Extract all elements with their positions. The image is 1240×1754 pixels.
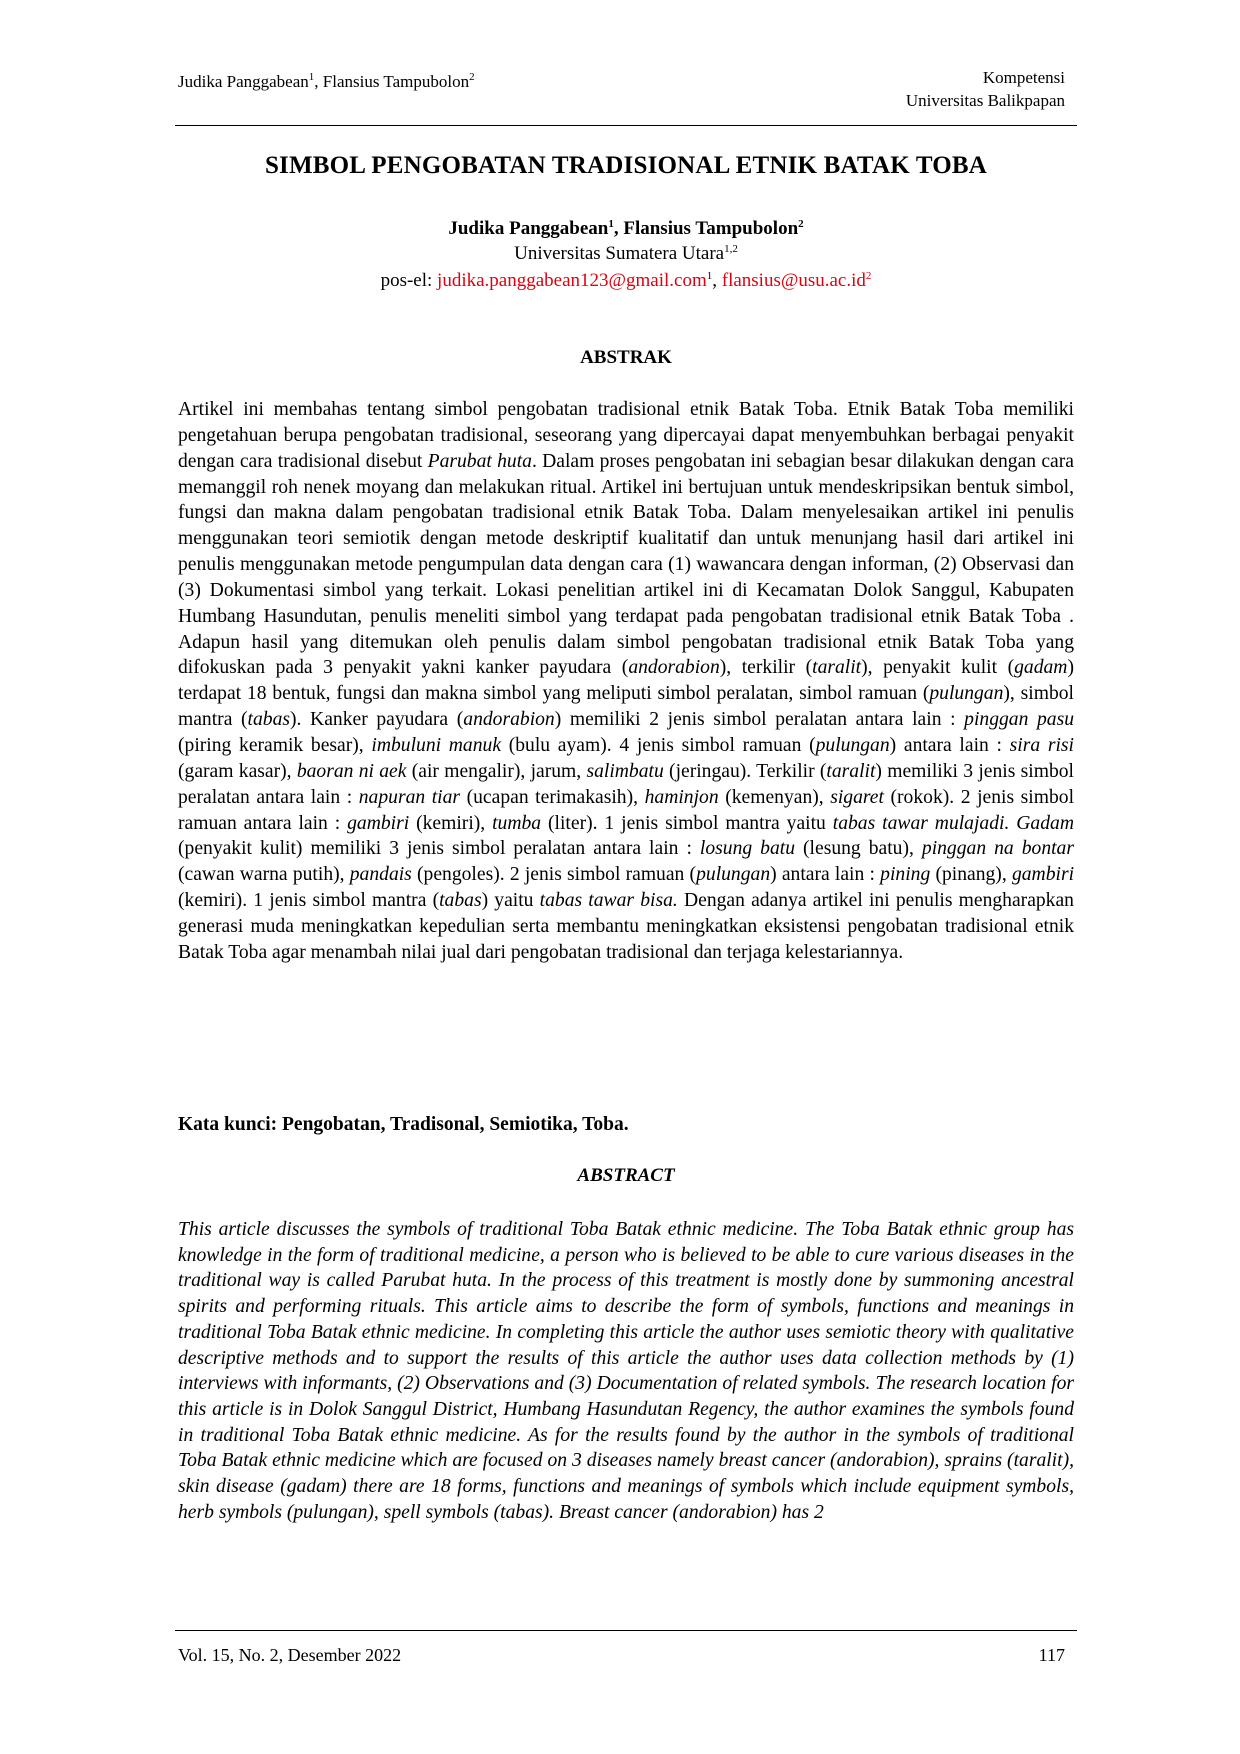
text-run: ) antara lain : <box>889 734 1010 756</box>
footer-divider <box>175 1630 1077 1631</box>
author-emails: pos-el: judika.panggabean123@gmail.com$^1$, $flansius@usu.ac.id^2$ <box>380 270 872 291</box>
text-run: Dengan adanya artikel ini penulis mengharapkan generasi muda meningkatkan kepedulian serta membantu meningkatkan eksistensi pengobatan tradisional etnik Batak Toba agar menambah nilai jual dari pengobatan tradisional dan terjaga kelestariannya. <box>178 890 1074 963</box>
running-header-journal <box>906 66 1065 112</box>
italic-term: pulungan <box>696 864 771 886</box>
text-run: ), penyakit kulit ( <box>861 657 1015 679</box>
text-run: (air mengalir), jarum, <box>406 760 587 782</box>
email-link-1[interactable]: judika.panggabean123@gmail.com <box>437 270 707 291</box>
italic-term: andorabion <box>628 657 720 679</box>
page-number: 117 <box>1038 1645 1065 1665</box>
text-run: ) memiliki 2 jenis simbol peralatan antara lain : <box>554 709 965 731</box>
italic-term: sira risi <box>1009 734 1075 756</box>
italic-term: tabas <box>439 890 482 912</box>
text-run: (jeringau). Terkilir ( <box>663 760 827 782</box>
italic-term: pulungan <box>815 734 890 756</box>
text-run: (garam kasar), <box>178 760 297 782</box>
text-run: ) antara lain : <box>770 864 881 886</box>
italic-term: baoran ni aek <box>296 760 407 782</box>
keywords: Kata kunci: Pengobatan, Tradisonal, Semiotika, Toba. <box>178 1114 629 1135</box>
italic-term: tumba <box>492 812 542 834</box>
italic-term: imbuluni manuk <box>371 734 502 756</box>
text-run: ) terdapat 18 bentuk, fungsi dan makna simbol yang meliputi simbol peralatan, simbol ramuan ( <box>178 657 1074 705</box>
italic-term: taralit <box>826 760 876 782</box>
italic-term: napuran tiar <box>358 786 461 808</box>
text-run: (lesung batu), <box>795 838 922 860</box>
italic-term: Parubat huta <box>427 450 532 472</box>
text-run: (rokok). 2 jenis simbol ramuan antara lain : <box>178 786 1075 834</box>
italic-term: gambiri <box>1011 864 1075 886</box>
abstract-heading: ABSTRACT <box>577 1165 675 1186</box>
italic-term: pining <box>880 864 931 886</box>
text-run: (ucapan terimakasih), <box>460 786 645 808</box>
italic-term: losung batu <box>699 838 796 860</box>
italic-term: pulungan <box>929 683 1004 705</box>
italic-term: tabas tawar mulajadi. Gadam <box>832 812 1074 834</box>
text-run: (pengoles). 2 jenis simbol ramuan ( <box>411 864 697 886</box>
italic-term: haminjon <box>644 786 719 808</box>
text-run: (kemiri). 1 jenis simbol mantra ( <box>178 890 440 912</box>
abstrak-body <box>178 397 1074 966</box>
text-run: (kemiri), <box>409 812 493 834</box>
journal-name: Kompetensi <box>982 68 1065 87</box>
text-run: (piring keramik besar), <box>178 734 372 756</box>
text-run: (liter). 1 jenis simbol mantra yaitu <box>541 812 833 834</box>
italic-term: sigaret <box>830 786 884 808</box>
italic-term: tabas <box>247 709 291 731</box>
text-run: ), simbol mantra ( <box>178 683 1074 731</box>
text-run: (cawan warna putih), <box>178 864 350 886</box>
text-run: ) memiliki 3 jenis simbol peralatan antara lain : <box>178 760 1074 808</box>
text-run: ), terkilir ( <box>719 657 813 679</box>
text-run: (penyakit kulit) memiliki 3 jenis simbol peralatan antara lain : <box>178 838 700 860</box>
author-affiliation: Universitas Sumatera Utara$^{1,2}$ <box>514 243 738 264</box>
italic-term: gambiri <box>347 812 410 834</box>
text-run: ) yaitu <box>481 890 540 912</box>
italic-term: pinggan na bontar <box>921 838 1074 860</box>
italic-term: tabas tawar bisa. <box>539 890 678 912</box>
text-run: (pinang), <box>930 864 1012 886</box>
text-run: (bulu ayam). 4 jenis simbol ramuan ( <box>501 734 816 756</box>
text-run: ). Kanker payudara ( <box>290 709 464 731</box>
abstrak-heading: ABSTRAK <box>580 347 672 368</box>
italic-term: gadam <box>1014 657 1068 679</box>
italic-term: pinggan pasu <box>964 709 1075 731</box>
author-names: Judika Panggabean$^1$, Flansius Tampubolon$^2$ <box>448 218 804 239</box>
footer-volume: Vol. 15, No. 2, Desember 2022 <box>178 1645 402 1665</box>
italic-term: taralit <box>812 657 862 679</box>
text-run: (kemenyan), <box>718 786 831 808</box>
text-run: . Dalam proses pengobatan ini sebagian besar dilakukan dengan cara memanggil roh nenek moyang dan melakukan ritual. Artikel ini bertujuan untuk mendeskripsikan bentuk simbol, fungsi dan makna dalam pengobatan tradisional etnik Batak Toba. Dalam menyelesaikan artikel ini penulis menggunakan teori semiotik dengan metode deskriptif kualitatif dan untuk menunjang hasil dari artikel ini penulis menggunakan metode pengumpulan data dengan cara (1) wawancara dengan informan, (2) Observasi dan (3) Dokumentasi simbol yang terkait. Lokasi penelitian artikel ini di Kecamatan Dolok Sanggul, Kabupaten Humbang Hasundutan, penulis meneliti simbol yang terdapat pada pengobatan tradisional etnik Batak Toba . Adapun hasil yang ditemukan oleh penulis dalam simbol pengobatan tradisional etnik Batak Toba yang difokuskan pada 3 penyakit yakni kanker payudara ( <box>178 450 1074 679</box>
running-header-authors: Judika Panggabean$^1$, Flansius Tampubolon$^2$ <box>178 71 475 91</box>
abstract-body: This article discusses the symbols of traditional Toba Batak ethnic medicine. The Toba Batak ethnic group has knowledge in the form of traditional medicine, a person who is believed to be able to cure various diseases in the traditional way is called Parubat huta. In the process of this treatment is mostly done by summoning ancestral spirits and performing rituals. This article aims to describe the form of symbols, functions and meanings in traditional Toba Batak ethnic medicine. In completing this article the author uses semiotic theory with qualitative descriptive methods and to support the results of this article the author uses data collection methods by (1) interviews with informants, (2) Observations and (3) Documentation of related symbols. The research location for this article is in Dolok Sanggul District, Humbang Hasundutan Regency, the author examines the symbols found in traditional Toba Batak ethnic medicine. As for the results found by the author in the symbols of traditional Toba Batak ethnic medicine which are focused on 3 diseases namely breast cancer (andorabion), sprains (taralit), skin disease (gadam) there are 18 forms, functions and meanings of symbols which include equipment symbols, herb symbols (pulungan), spell symbols (tabas). Breast cancer (andorabion) has 2 <box>178 1219 1074 1523</box>
header-divider <box>175 125 1077 126</box>
italic-term: andorabion <box>463 709 555 731</box>
italic-term: salimbatu <box>586 760 664 782</box>
text-run: Artikel ini membahas tentang simbol pengobatan tradisional etnik Batak Toba. Etnik Batak Toba memiliki pengetahuan berupa pengobatan tradisional, seseorang yang dipercayai dapat menyembuhkan berbagai penyakit dengan cara tradisional disebut <box>178 399 1074 472</box>
email-link-2[interactable]: flansius@usu.ac.id <box>721 270 866 291</box>
paper-title: SIMBOL PENGOBATAN TRADISIONAL ETNIK BATAK TOBA <box>264 152 988 179</box>
italic-term: pandais <box>349 864 412 886</box>
journal-publisher: Universitas Balikpapan <box>905 91 1065 110</box>
